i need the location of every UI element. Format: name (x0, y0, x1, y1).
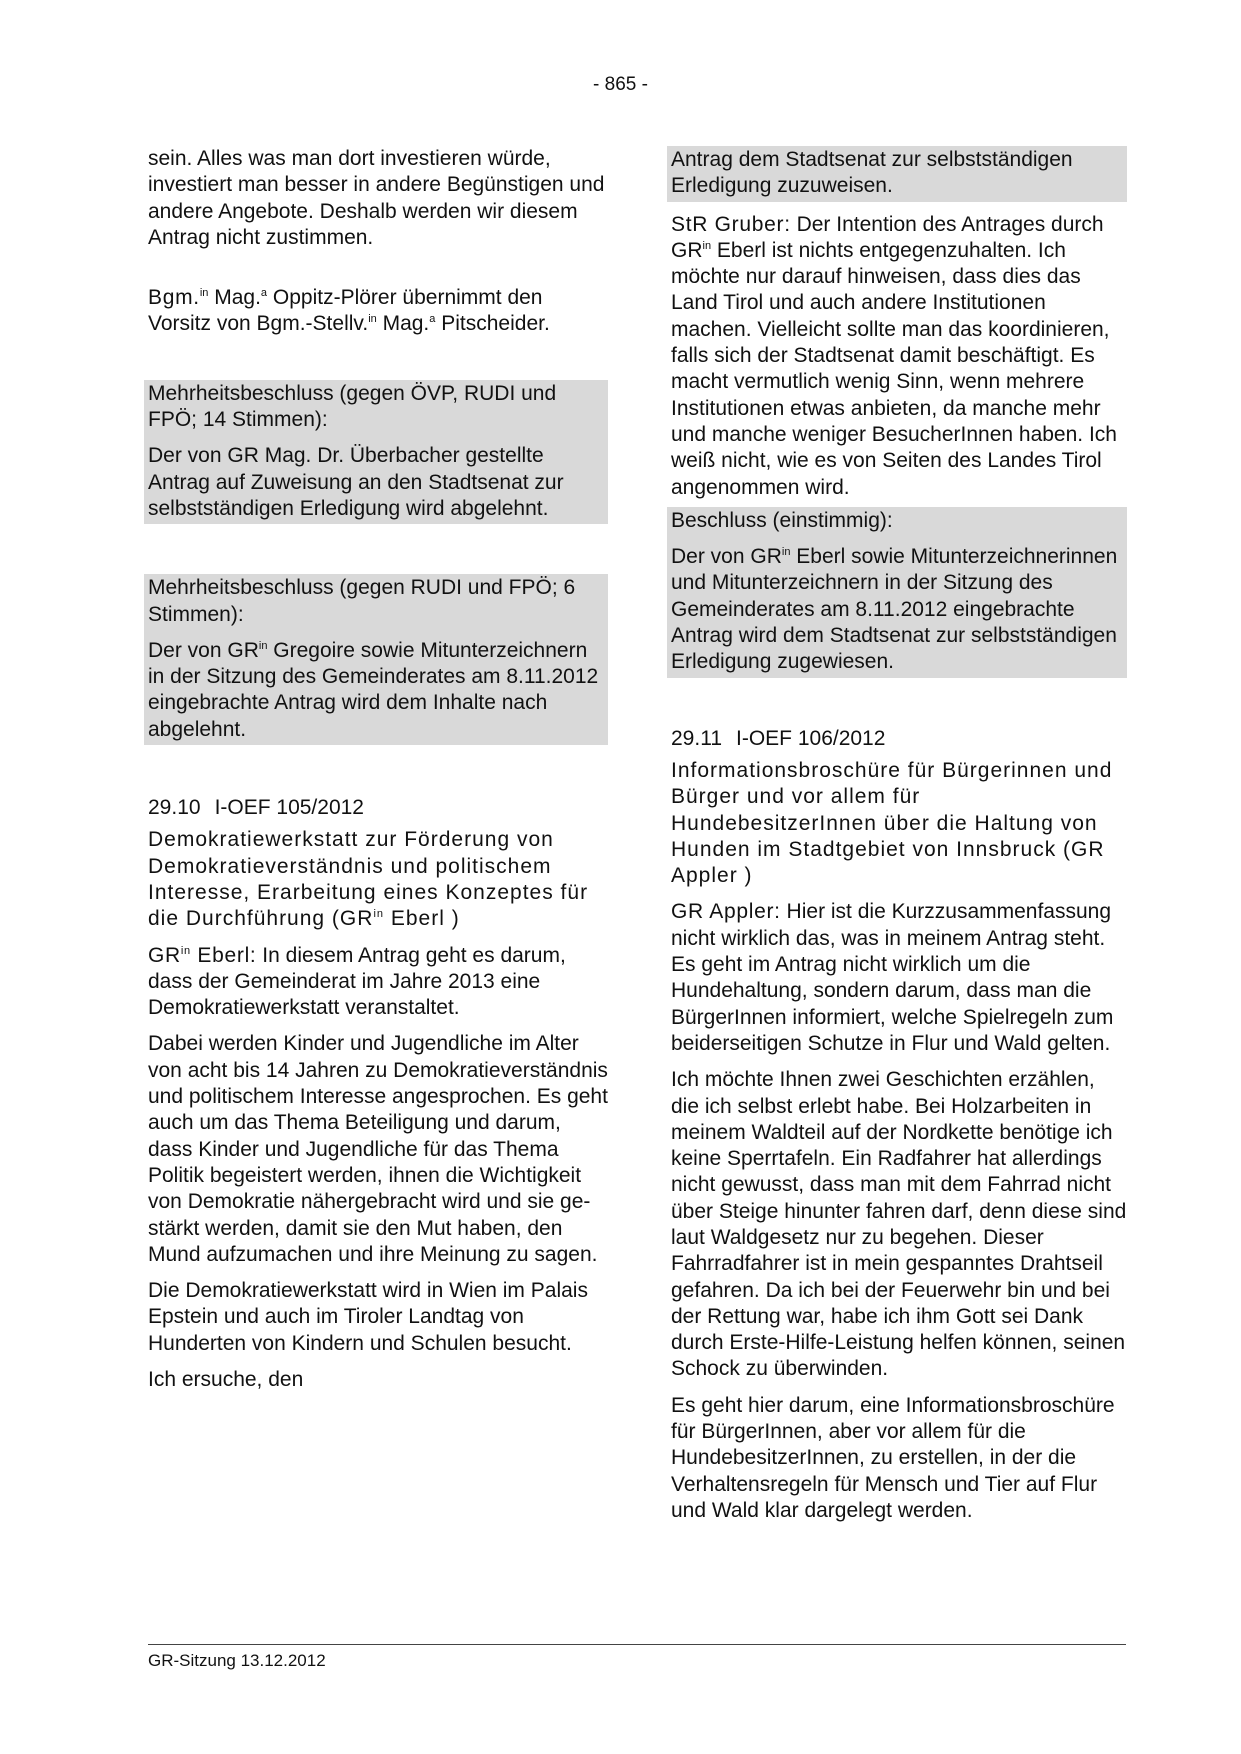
resolution-text: Antrag dem Stadtsenat zur selbstständigen Erledigung zuzuweisen. (671, 148, 1073, 198)
page-number: - 865 - (593, 74, 648, 95)
right-column (671, 146, 1127, 1534)
resolution-text: Der von $GR^{in}$ Eberl sowie Mitunterzeichnerinnen und Mitunterzeichnern in der Sitzung des Gemeinderates am 8.11.2012 eingebrachte Antrag wird dem Stadtsenat zur selbstständigen Erledigung zugewiesen. (671, 545, 1118, 674)
paragraph: Es geht hier darum, eine Informationsbroschüre für BürgerInnen, aber vor allem für die HundebesitzerInnen, zu erstellen, in der die Verhaltensregeln für Mensch und Tier auf Flur und Wald klar dargelegt werden. (671, 1393, 1115, 1522)
agenda-item-title: Informationsbroschüre für Bürgerinnen und Bürger und vor allem für HundebesitzerInnen über die Haltung von Hunden im Stadtgebiet von Innsbruck (GR Appler ) (671, 758, 1113, 888)
resolution-text: Der von GR Mag. Dr. Überbacher gestellte Antrag auf Zuweisung an den Stadtsenat zur selbstständigen Erledigung wird abgelehnt. (148, 444, 564, 520)
speaker-statement: GR Appler: Hier ist die Kurzzusammenfassung nicht wirklich das, was in meinem Antrag steht. Es geht im Antrag nicht wirklich um die Hundehaltung, sondern darum, dass man die BürgerInnen informiert, welche Spielregeln zum beiderseitigen Schutze in Flur und Wald gelten. (671, 900, 1114, 1055)
agenda-item-reference: I-OEF 106/2012 (736, 726, 886, 750)
paragraph: Dabei werden Kinder und Jugendliche im Alter von acht bis 14 Jahren zu Demokratieverständnis und politischem Interesse angesprochen. Es geht auch um das Thema Beteiligung und darum, dass Kinder und Jugendliche für das Thema Politik begeistert werden, ihnen die Wichtigkeit von Demokratie nähergebracht wird und sie gestärkt werden, damit sie den Mut haben, den Mund aufzumachen und ihre Meinung zu sagen. (148, 1032, 608, 1266)
chair-change-note: Bgm.$^{in}$ Mag.$^a$ Oppitz-Plörer übernimmt den Vorsitz von Bgm.-Stellv.$^{in}$ Mag.$^a$ Pitscheider. (148, 286, 550, 336)
resolution-box (667, 507, 1127, 678)
resolution-text: Der von $GR^{in}$ Gregoire sowie Mitunterzeichnern in der Sitzung des Gemeinderates am 8.11.2012 eingebrachte Antrag wird dem Inhalte nach abgelehnt. (148, 638, 599, 741)
speaker-statement: $GR^{in}$ Eberl: In diesem Antrag geht es darum, dass der Gemeinderat im Jahre 2013 eine Demokratiewerkstatt veranstaltet. (148, 943, 566, 1020)
agenda-item-heading (671, 726, 1127, 752)
resolution-box (667, 146, 1127, 202)
speaker-name: StR Gruber: (671, 212, 791, 236)
agenda-item-title: Demokratiewerkstatt zur Förderung von Demokratieverständnis und politischem Interesse, Erarbeitung eines Konzeptes für die Durchführung ($GR^{in}$ Eberl ) (148, 828, 589, 931)
resolution-heading: Mehrheitsbeschluss (gegen RUDI und FPÖ; 6 Stimmen): (148, 576, 576, 626)
resolution-heading: Beschluss (einstimmig): (671, 508, 893, 532)
speaker-name: $GR^{in}$ Eberl: (148, 943, 257, 967)
resolution-box (144, 380, 608, 524)
footer-rule (148, 1644, 1126, 1645)
agenda-item-number: 29.11 (671, 726, 722, 750)
agenda-item-number: 29.10 (148, 796, 201, 820)
footer-text: GR-Sitzung 13.12.2012 (148, 1651, 326, 1670)
paragraph: sein. Alles was man dort investieren würde, investiert man besser in andere Begünstigen und andere Angebote. Deshalb werden wir diesem Antrag nicht zustimmen. (148, 147, 605, 249)
resolution-heading: Mehrheitsbeschluss (gegen ÖVP, RUDI und FPÖ; 14 Stimmen): (148, 381, 557, 432)
paragraph: Ich möchte Ihnen zwei Geschichten erzählen, die ich selbst erlebt habe. Bei Holzarbeiten in meinem Waldteil auf der Nordkette benötige ich keine Sperrtafeln. Ein Radfahrer hat allerdings nicht gewusst, dass man mit dem Fahrrad nicht über Steige hinunter fahren darf, denn diese sind laut Waldgesetz nur zu begehen. Dieser Fahrradfahrer ist in mein gespanntes Drahtseil gefahren. Da ich bei der Feuerwehr bin und bei der Rettung war, habe ich ihm Gott sei Dank durch Erste-Hilfe-Leistung helfen können, seinen Schock zu überwinden. (671, 1068, 1127, 1381)
paragraph: Ich ersuche, den (148, 1367, 304, 1391)
agenda-item-heading (148, 795, 608, 821)
paragraph: Die Demokratiewerkstatt wird in Wien im Palais Epstein und auch im Tiroler Landtag von Hunderten von Kindern und Schulen besucht. (148, 1279, 588, 1355)
speaker-name: GR Appler: (671, 900, 781, 924)
left-column (148, 146, 608, 1403)
speaker-statement: StR Gruber: Der Intention des Antrages durch $GR^{in}$ Eberl ist nichts entgegenzuhalten. Ich möchte nur darauf hinweisen, dass dies das Land Tirol und auch andere Institutionen machen. Vielleicht sollte man das koordinieren, falls sich der Stadtsenat damit beschäftigt. Es macht vermutlich wenig Sinn, wenn mehrere Institutionen etwas anbieten, da manche mehr und manche weniger BesucherInnen haben. Ich weiß nicht, wie es von Seiten des Landes Tirol angenommen wird. (671, 212, 1117, 499)
agenda-item-reference: I-OEF 105/2012 (214, 796, 364, 820)
resolution-box (144, 574, 608, 745)
